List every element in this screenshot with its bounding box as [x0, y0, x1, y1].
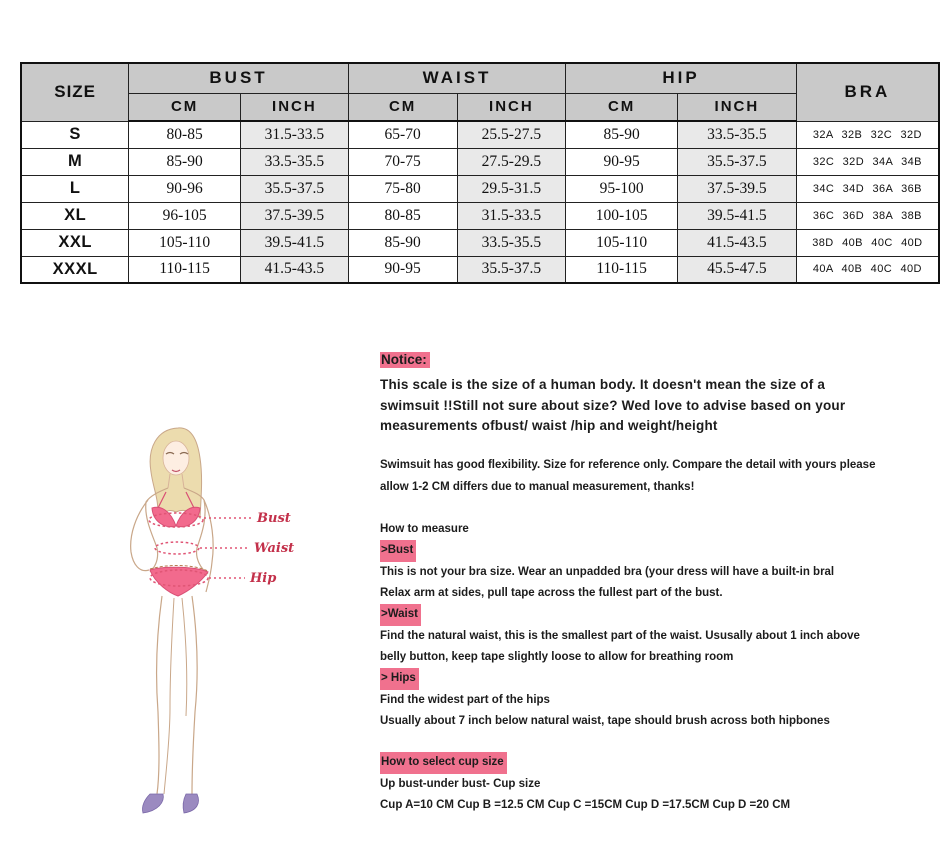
- header-bust-inch: INCH: [241, 93, 349, 121]
- hips-tag: > Hips: [380, 668, 419, 690]
- bust-inch-value: 35.5-37.5: [241, 175, 349, 202]
- hip-inch-value: 39.5-41.5: [678, 202, 797, 229]
- hip-cm-value: 85-90: [566, 121, 678, 148]
- size-value: XXL: [21, 229, 129, 256]
- bust-instruction-line: This is not your bra size. Wear an unpadded bra (your dress will have a built-in bral: [380, 565, 835, 578]
- hips-instruction-line: Usually about 7 inch below natural waist, tape should brush across both hipbones: [380, 714, 830, 727]
- size-table: [20, 62, 940, 284]
- bra-value: 32A 32B 32C 32D: [796, 121, 939, 148]
- bra-value: 36C 36D 38A 38B: [796, 202, 939, 229]
- figure-face: [163, 441, 189, 475]
- bra-value: 38D 40B 40C 40D: [796, 229, 939, 256]
- bust-cm-value: 110-115: [129, 256, 241, 283]
- bra-value: 40A 40B 40C 40D: [796, 256, 939, 283]
- bra-value: 34C 34D 36A 36B: [796, 175, 939, 202]
- figure-leg-right-inner: [182, 598, 187, 716]
- hip-cm-value: 90-95: [566, 148, 678, 175]
- waist-inch-value: 35.5-37.5: [457, 256, 566, 283]
- waist-instruction-line: belly button, keep tape slightly loose to allow for breathing room: [380, 650, 734, 663]
- hip-inch-value: 37.5-39.5: [678, 175, 797, 202]
- header-size: SIZE: [21, 63, 129, 121]
- bust-instruction-line: Relax arm at sides, pull tape across the fullest part of the bust.: [380, 586, 723, 599]
- hip-cm-value: 110-115: [566, 256, 678, 283]
- bra-value: 32C 32D 34A 34B: [796, 148, 939, 175]
- hip-inch-value: 41.5-43.5: [678, 229, 797, 256]
- table-row: [21, 175, 939, 202]
- waist-inch-value: 29.5-31.5: [457, 175, 566, 202]
- waist-cm-value: 85-90: [348, 229, 457, 256]
- flexibility-line: allow 1-2 CM differs due to manual measurement, thanks!: [380, 480, 695, 493]
- header-bust: BUST: [129, 63, 349, 93]
- bust-inch-value: 39.5-41.5: [241, 229, 349, 256]
- bust-cm-value: 80-85: [129, 121, 241, 148]
- size-value: M: [21, 148, 129, 175]
- size-table-section: [20, 62, 940, 284]
- hip-inch-value: 33.5-35.5: [678, 121, 797, 148]
- bust-cm-value: 105-110: [129, 229, 241, 256]
- size-value: L: [21, 175, 129, 202]
- waist-label: Waist: [254, 541, 295, 556]
- bust-inch-value: 31.5-33.5: [241, 121, 349, 148]
- waist-inch-value: 33.5-35.5: [457, 229, 566, 256]
- size-value: XXXL: [21, 256, 129, 283]
- how-to-measure-heading: How to measure: [380, 522, 469, 535]
- figure-leg-right-outer: [192, 596, 197, 794]
- notice-heading: Notice:: [380, 352, 430, 368]
- header-hip: HIP: [566, 63, 796, 93]
- cup-size-heading: How to select cup size: [380, 752, 507, 774]
- waist-tag-row: [380, 604, 945, 626]
- header-waist-cm: CM: [348, 93, 457, 121]
- bikini-bottom: [150, 567, 208, 596]
- bust-tag: >Bust: [380, 540, 416, 562]
- notice-paragraph: [380, 375, 945, 437]
- header-waist-inch: INCH: [457, 93, 566, 121]
- waist-cm-value: 75-80: [348, 175, 457, 202]
- waist-cm-value: 65-70: [348, 121, 457, 148]
- size-value: XL: [21, 202, 129, 229]
- hip-inch-value: 45.5-47.5: [678, 256, 797, 283]
- header-hip-cm: CM: [566, 93, 678, 121]
- waist-inch-value: 31.5-33.5: [457, 202, 566, 229]
- bust-cm-value: 90-96: [129, 175, 241, 202]
- size-value: S: [21, 121, 129, 148]
- cup-values-line: Cup A=10 CM Cup B =12.5 CM Cup C =15CM Cup D =17.5CM Cup D =20 CM: [380, 798, 791, 811]
- hip-cm-value: 95-100: [566, 175, 678, 202]
- header-bust-cm: CM: [129, 93, 241, 121]
- bust-inch-value: 33.5-35.5: [241, 148, 349, 175]
- waist-tag: >Waist: [380, 604, 421, 626]
- waist-cm-value: 80-85: [348, 202, 457, 229]
- cup-size-section: [380, 752, 945, 816]
- flexibility-line: Swimsuit has good flexibility. Size for reference only. Compare the detail with yours please: [380, 458, 876, 471]
- figure-shoe-right: [183, 794, 198, 813]
- waist-inch-value: 27.5-29.5: [457, 148, 566, 175]
- table-header-row-1: [21, 63, 939, 93]
- hip-cm-value: 100-105: [566, 202, 678, 229]
- bust-cm-value: 96-105: [129, 202, 241, 229]
- figure-leg-left-outer: [157, 596, 162, 794]
- hips-tag-row: [380, 668, 945, 690]
- figure-shoe-left: [142, 794, 163, 813]
- header-waist: WAIST: [348, 63, 566, 93]
- info-column: [380, 352, 945, 816]
- bust-label: Bust: [257, 511, 291, 526]
- table-row: [21, 229, 939, 256]
- figure-illustration-svg: [100, 420, 370, 825]
- flexibility-paragraph: [380, 454, 945, 498]
- waist-cm-value: 90-95: [348, 256, 457, 283]
- waist-instruction-line: Find the natural waist, this is the smallest part of the waist. Ususally about 1 inch above: [380, 629, 860, 642]
- waist-inch-value: 25.5-27.5: [457, 121, 566, 148]
- bust-inch-value: 37.5-39.5: [241, 202, 349, 229]
- hip-label: Hip: [250, 571, 277, 586]
- header-hip-inch: INCH: [678, 93, 797, 121]
- hips-instruction-line: Find the widest part of the hips: [380, 693, 550, 706]
- hip-inch-value: 35.5-37.5: [678, 148, 797, 175]
- cup-formula-line: Up bust-under bust- Cup size: [380, 777, 541, 790]
- measurement-figure: [100, 420, 370, 825]
- table-row: [21, 121, 939, 148]
- table-row: [21, 202, 939, 229]
- header-bra: BRA: [796, 63, 939, 121]
- notice-heading-row: [380, 352, 945, 368]
- notice-line: measurements ofbust/ waist /hip and weight/height: [380, 418, 718, 433]
- hip-cm-value: 105-110: [566, 229, 678, 256]
- waist-measure-ellipse: [155, 542, 199, 554]
- how-to-measure-section: [380, 519, 945, 732]
- bust-tag-row: [380, 540, 945, 562]
- table-row: [21, 148, 939, 175]
- waist-cm-value: 70-75: [348, 148, 457, 175]
- bust-cm-value: 85-90: [129, 148, 241, 175]
- table-row: [21, 256, 939, 283]
- notice-line: This scale is the size of a human body. It doesn't mean the size of a: [380, 377, 826, 392]
- bust-inch-value: 41.5-43.5: [241, 256, 349, 283]
- figure-leg-left-inner: [164, 598, 174, 794]
- cup-heading-row: [380, 752, 945, 774]
- notice-line: swimsuit !!Still not sure about size? Wed love to advise based on your: [380, 397, 846, 413]
